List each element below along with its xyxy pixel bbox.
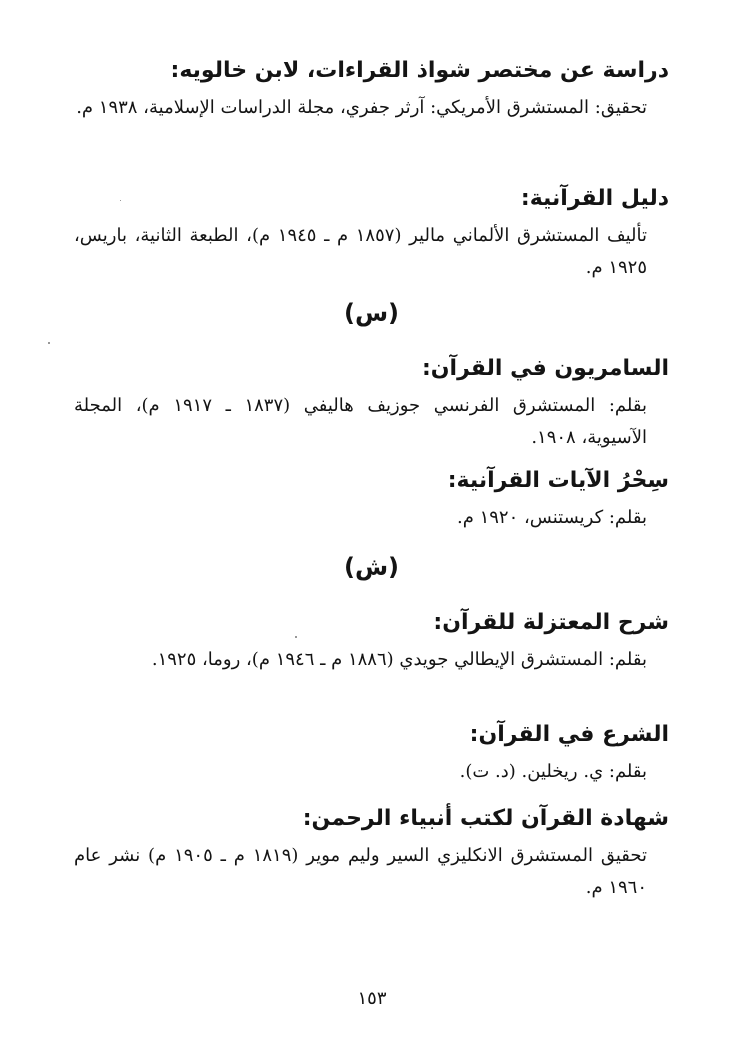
entry-shahadat-quran: [74, 798, 669, 918]
entry-body: تحقيق المستشرق الانكليزي السير وليم موير (١٨١٩ م ـ ١٩٠٥ م) نشر عام ١٩٦٠ م.: [74, 845, 648, 898]
entry-body: بقلم: المستشرق الإيطالي جويدي (١٨٨٦ م ـ ١٩٤٦ م)، روما، ١٩٢٥.: [151, 649, 647, 670]
page-content: [74, 50, 669, 918]
entry-body: تحقيق: المستشرق الأمريكي: آرثر جفري، مجلة الدراسات الإسلامية، ١٩٣٨ م.: [76, 97, 647, 118]
entry-body: بقلم: كريستنس، ١٩٢٠ م.: [456, 507, 647, 528]
page-number: ١٥٣: [357, 988, 387, 1009]
entry-title: سِحْرُ الآيات القرآنية:: [447, 468, 669, 493]
section-heading-sin: (س): [343, 299, 400, 327]
entry-sihr-ayat: [74, 460, 669, 544]
scan-speck: [48, 342, 50, 344]
entry-shar-fil-quran: [74, 714, 669, 798]
entry-sharh-mutazila: [74, 602, 669, 714]
entry-dalil-quraniya: [74, 178, 669, 290]
entry-body: تأليف المستشرق الألماني مالير (١٨٥٧ م ـ ١٩٤٥ م)، الطبعة الثانية، باريس، ١٩٢٥ م.: [74, 225, 647, 278]
scan-speck: [120, 200, 121, 201]
entry-title: دراسة عن مختصر شواذ القراءات، لابن خالويه:: [170, 58, 669, 83]
entry-title: شرح المعتزلة للقرآن:: [433, 610, 669, 635]
entry-shawadh-qiraat: [74, 50, 669, 178]
entry-title: السامريون في القرآن:: [421, 356, 669, 381]
scan-speck: [295, 636, 297, 638]
section-heading-shin: (ش): [343, 553, 400, 581]
entry-samiriyun: [74, 348, 669, 460]
entry-title: الشرع في القرآن:: [469, 722, 669, 747]
entry-title: دليل القرآنية:: [520, 186, 669, 211]
entry-body: بقلم: ي. ريخلين. (د. ت).: [459, 761, 647, 782]
entry-body: بقلم: المستشرق الفرنسي جوزيف هاليفي (١٨٣٧ ـ ١٩١٧ م)، المجلة الآسيوية، ١٩٠٨.: [74, 395, 647, 448]
entry-title: شهادة القرآن لكتب أنبياء الرحمن:: [302, 806, 669, 831]
